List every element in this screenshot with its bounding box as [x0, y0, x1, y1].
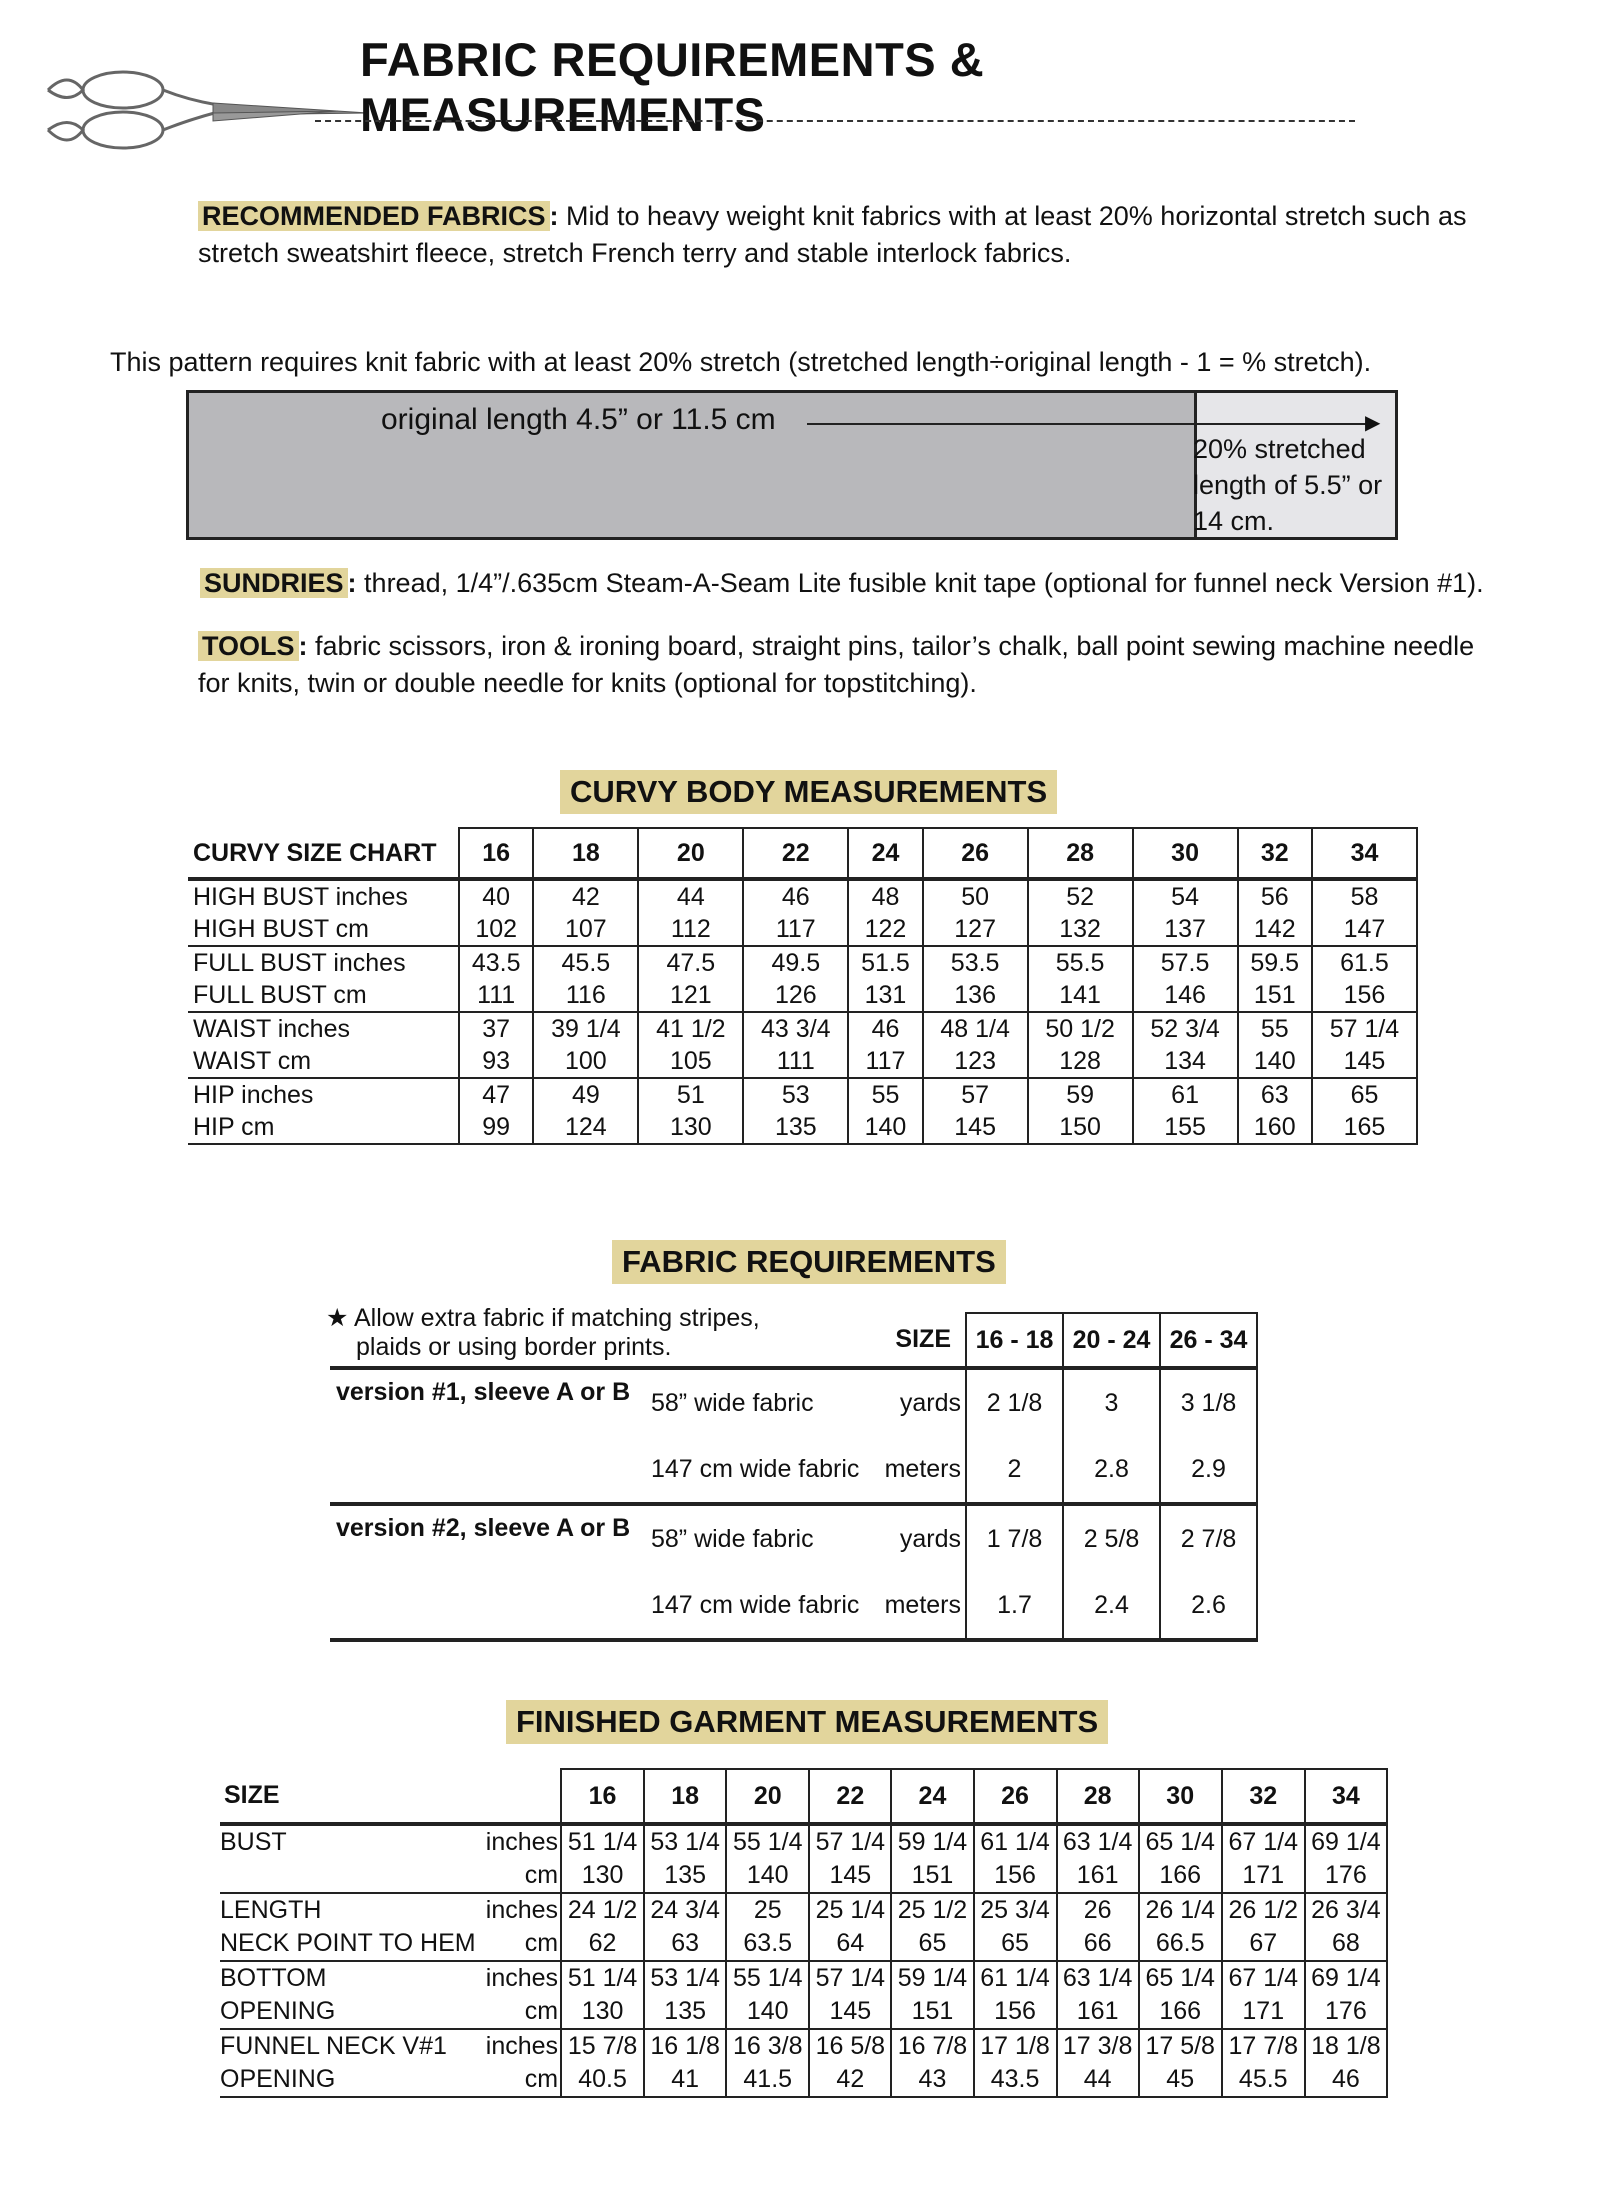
table-cell: 176 [1305, 1859, 1387, 1893]
row-label: HIGH BUST inches [193, 883, 408, 911]
table-cell: 134 [1133, 1045, 1238, 1078]
table-cell: 145 [923, 1111, 1028, 1144]
table-cell: 66.5 [1139, 1927, 1222, 1961]
fabric-width: 147 cm wide fabric [651, 1436, 876, 1504]
unit-label: inches [485, 1896, 559, 1924]
table-cell: 42 [809, 2063, 891, 2097]
finished-heading: FINISHED GARMENT MEASUREMENTS [506, 1700, 1108, 1744]
sundries-text: thread, 1/4”/.635cm Steam-A-Seam Lite fusible knit tape (optional for funnel neck Version #1). [364, 568, 1484, 598]
table-cell: 24 1/2 [561, 1893, 644, 1927]
table-cell: 25 1/2 [891, 1893, 973, 1927]
table-cell: 40.5 [561, 2063, 644, 2097]
gauge-arrow-line [807, 423, 1377, 425]
header-spacer [330, 1313, 876, 1368]
fabric-width: 147 cm wide fabric [651, 1572, 876, 1640]
unit-label: meters [876, 1572, 966, 1640]
table-cell: 37 [459, 1012, 533, 1045]
table-cell: 130 [638, 1111, 743, 1144]
table-row [188, 1078, 1417, 1111]
table-cell: 165 [1312, 1111, 1417, 1144]
scissors-icon [38, 55, 368, 160]
size-header: 16 [459, 828, 533, 879]
table-cell: 55 1/4 [726, 1824, 809, 1859]
table-cell: 140 [726, 1859, 809, 1893]
table-row [330, 1572, 1257, 1640]
table-cell: 61 1/4 [974, 1961, 1057, 1995]
table-cell: 137 [1133, 913, 1238, 946]
star-icon: ★ [326, 1304, 349, 1332]
finished-header-row [220, 1769, 1387, 1824]
table-cell: 3 [1063, 1368, 1160, 1436]
table-row [220, 1927, 1387, 1961]
table-row [188, 913, 1417, 946]
table-cell: 2.9 [1160, 1436, 1257, 1504]
arrow-right-icon: ▶ [1365, 412, 1381, 434]
unit-label: cm [476, 1927, 561, 1961]
table-cell: 67 [1222, 1927, 1305, 1961]
table-cell: 17 7/8 [1222, 2029, 1305, 2063]
table-cell: 15 7/8 [561, 2029, 644, 2063]
table-cell: 2 7/8 [1160, 1504, 1257, 1572]
table-cell: 146 [1133, 979, 1238, 1012]
table-cell: 171 [1222, 1995, 1305, 2029]
unit-label: inches [485, 2032, 559, 2060]
table-cell: 17 3/8 [1057, 2029, 1139, 2063]
table-cell: 151 [891, 1859, 973, 1893]
table-cell: 132 [1028, 913, 1133, 946]
table-cell: 145 [809, 1995, 891, 2029]
unit-label: inches [485, 1964, 559, 1992]
table-cell: 45 [1139, 2063, 1222, 2097]
table-cell: 52 3/4 [1133, 1012, 1238, 1045]
table-row [188, 1012, 1417, 1045]
table-cell: 40 [459, 879, 533, 913]
fabric-header-row [330, 1313, 1257, 1368]
table-cell: 61.5 [1312, 946, 1417, 979]
row-label: WAIST cm [188, 1045, 459, 1078]
table-cell: 25 3/4 [974, 1893, 1057, 1927]
table-cell: 93 [459, 1045, 533, 1078]
size-header: 28 [1057, 1769, 1139, 1824]
table-cell: 68 [1305, 1927, 1387, 1961]
table-cell: 57.5 [1133, 946, 1238, 979]
table-cell: 59 1/4 [891, 1824, 973, 1859]
measurement-name: NECK POINT TO HEM [220, 1927, 476, 1961]
size-header: 32 [1222, 1769, 1305, 1824]
tools-label: TOOLS [198, 631, 299, 661]
fabric-width: 58” wide fabric [651, 1524, 814, 1553]
table-cell: 155 [1133, 1111, 1238, 1144]
table-cell: 53 1/4 [644, 1824, 726, 1859]
measurement-name: LENGTH [220, 1896, 322, 1924]
table-cell: 51.5 [848, 946, 922, 979]
table-cell: 61 1/4 [974, 1824, 1057, 1859]
table-cell: 26 [1057, 1893, 1139, 1927]
table-row [220, 2063, 1387, 2097]
table-cell: 17 1/8 [974, 2029, 1057, 2063]
table-row [188, 1111, 1417, 1144]
table-cell: 47.5 [638, 946, 743, 979]
tools-text-1: fabric scissors, iron & ironing board, straight pins, tailor’s chalk, ball point sewing machine needle [315, 631, 1475, 661]
table-row [188, 979, 1417, 1012]
table-cell: 63 1/4 [1057, 1961, 1139, 1995]
unit-label: cm [476, 2063, 561, 2097]
table-cell: 117 [743, 913, 848, 946]
table-cell: 55 [848, 1078, 922, 1111]
table-cell: 2 1/8 [966, 1368, 1063, 1436]
table-cell: 65 [1312, 1078, 1417, 1111]
table-row [188, 879, 1417, 913]
table-cell: 140 [726, 1995, 809, 2029]
table-cell: 25 [726, 1893, 809, 1927]
table-cell: 121 [638, 979, 743, 1012]
table-cell: 151 [1238, 979, 1312, 1012]
table-cell: 135 [644, 1995, 726, 2029]
table-cell: 42 [533, 879, 638, 913]
size-header: 18 [644, 1769, 726, 1824]
unit-label: cm [476, 1859, 561, 1893]
curvy-corner-label: CURVY SIZE CHART [188, 828, 459, 879]
table-cell: 141 [1028, 979, 1133, 1012]
table-cell: 16 7/8 [891, 2029, 973, 2063]
table-cell: 111 [459, 979, 533, 1012]
size-header: 24 [848, 828, 922, 879]
size-header: 24 [891, 1769, 973, 1824]
table-cell: 16 3/8 [726, 2029, 809, 2063]
table-cell: 26 1/4 [1139, 1893, 1222, 1927]
table-cell: 18 1/8 [1305, 2029, 1387, 2063]
table-row [330, 1504, 1257, 1572]
size-header: 34 [1312, 828, 1417, 879]
version-label: version #1, sleeve A or B [336, 1378, 631, 1406]
size-range-header: 20 - 24 [1063, 1313, 1160, 1368]
table-row [220, 1824, 1387, 1859]
size-header: 30 [1133, 828, 1238, 879]
table-cell: 39 1/4 [533, 1012, 638, 1045]
table-cell: 161 [1057, 1859, 1139, 1893]
table-cell: 63 1/4 [1057, 1824, 1139, 1859]
stretch-gauge [186, 390, 1398, 540]
row-label: HIGH BUST cm [188, 913, 459, 946]
size-header: 26 [923, 828, 1028, 879]
gauge-original-label: original length 4.5” or 11.5 cm [381, 403, 776, 436]
table-cell: 53 [743, 1078, 848, 1111]
size-header: 16 [561, 1769, 644, 1824]
table-cell: 50 1/2 [1028, 1012, 1133, 1045]
table-cell: 24 3/4 [644, 1893, 726, 1927]
size-header: 34 [1305, 1769, 1387, 1824]
size-header: 30 [1139, 1769, 1222, 1824]
row-label: WAIST inches [193, 1015, 350, 1043]
table-cell: 1 7/8 [966, 1504, 1063, 1572]
table-cell: 124 [533, 1111, 638, 1144]
recommended-fabrics: RECOMMENDED FABRICS : Mid to heavy weight knit fabrics with at least 20% horizontal stretch such as stretch sweatshirt fleece, stretch French terry and stable interlock fabrics. [198, 201, 1467, 268]
table-row [220, 1961, 1387, 1995]
table-cell: 122 [848, 913, 922, 946]
version-label [330, 1436, 651, 1504]
table-cell: 145 [1312, 1045, 1417, 1078]
title-divider [315, 120, 1355, 122]
fabric-width: 58” wide fabric [651, 1388, 814, 1417]
stretch-note: This pattern requires knit fabric with at least 20% stretch (stretched length÷original length - 1 = % stretch). [110, 347, 1372, 377]
table-cell: 26 3/4 [1305, 1893, 1387, 1927]
recommended-text-1: Mid to heavy weight knit fabrics with at least 20% horizontal stretch such as [566, 201, 1467, 231]
recommended-text-2: stretch sweatshirt fleece, stretch French terry and stable interlock fabrics. [198, 238, 1072, 268]
size-header: 32 [1238, 828, 1312, 879]
table-cell: 145 [809, 1859, 891, 1893]
table-row [220, 1995, 1387, 2029]
row-label: FULL BUST cm [188, 979, 459, 1012]
table-cell: 49 [533, 1078, 638, 1111]
table-cell: 131 [848, 979, 922, 1012]
table-cell: 55 1/4 [726, 1961, 809, 1995]
table-cell: 2.6 [1160, 1572, 1257, 1640]
table-cell: 41 1/2 [638, 1012, 743, 1045]
table-cell: 128 [1028, 1045, 1133, 1078]
table-cell: 1.7 [966, 1572, 1063, 1640]
table-cell: 46 [1305, 2063, 1387, 2097]
finished-garment-table [220, 1768, 1388, 2098]
size-header: 20 [638, 828, 743, 879]
size-label: SIZE [220, 1769, 561, 1824]
size-header: 28 [1028, 828, 1133, 879]
table-cell: 16 1/8 [644, 2029, 726, 2063]
row-label: HIP cm [188, 1111, 459, 1144]
table-row [220, 1859, 1387, 1893]
measurement-name: FUNNEL NECK V#1 [220, 2032, 447, 2060]
table-cell: 156 [974, 1859, 1057, 1893]
table-cell: 102 [459, 913, 533, 946]
page-title: FABRIC REQUIREMENTS & MEASUREMENTS [360, 33, 985, 141]
table-cell: 147 [1312, 913, 1417, 946]
table-cell: 58 [1312, 879, 1417, 913]
table-cell: 99 [459, 1111, 533, 1144]
fabric-note: ★ Allow extra fabric if matching stripes, plaids or using border prints. [326, 1304, 760, 1361]
table-cell: 43.5 [459, 946, 533, 979]
measurement-name: OPENING [220, 1995, 476, 2029]
size-range-header: 16 - 18 [966, 1313, 1063, 1368]
fabric-requirements-table [330, 1312, 1258, 1642]
row-label: HIP inches [193, 1081, 314, 1109]
table-row [188, 946, 1417, 979]
table-cell: 41.5 [726, 2063, 809, 2097]
table-cell: 59.5 [1238, 946, 1312, 979]
table-cell: 142 [1238, 913, 1312, 946]
table-cell: 166 [1139, 1859, 1222, 1893]
table-cell: 41 [644, 2063, 726, 2097]
size-label: SIZE [876, 1313, 966, 1368]
table-cell: 161 [1057, 1995, 1139, 2029]
table-cell: 130 [561, 1859, 644, 1893]
table-cell: 45.5 [1222, 2063, 1305, 2097]
version-label [330, 1572, 651, 1640]
table-cell: 166 [1139, 1995, 1222, 2029]
table-cell: 47 [459, 1078, 533, 1111]
tools-text-2: for knits, twin or double needle for knits (optional for topstitching). [198, 668, 977, 698]
table-row [330, 1368, 1257, 1436]
table-cell: 123 [923, 1045, 1028, 1078]
table-cell: 16 5/8 [809, 2029, 891, 2063]
table-cell: 105 [638, 1045, 743, 1078]
curvy-header-row [188, 828, 1417, 879]
unit-label: inches [485, 1828, 559, 1856]
table-cell: 69 1/4 [1305, 1824, 1387, 1859]
table-cell: 57 1/4 [809, 1961, 891, 1995]
table-cell: 46 [743, 879, 848, 913]
recommended-label: RECOMMENDED FABRICS [198, 201, 550, 231]
table-cell: 50 [923, 879, 1028, 913]
table-cell: 48 1/4 [923, 1012, 1028, 1045]
table-cell: 156 [974, 1995, 1057, 2029]
table-cell: 100 [533, 1045, 638, 1078]
table-cell: 65 [974, 1927, 1057, 1961]
table-cell: 55.5 [1028, 946, 1133, 979]
table-cell: 116 [533, 979, 638, 1012]
table-cell: 65 1/4 [1139, 1961, 1222, 1995]
table-cell: 64 [809, 1927, 891, 1961]
table-cell: 111 [743, 1045, 848, 1078]
unit-label: cm [476, 1995, 561, 2029]
table-cell: 59 1/4 [891, 1961, 973, 1995]
table-cell: 2 5/8 [1063, 1504, 1160, 1572]
table-cell: 126 [743, 979, 848, 1012]
unit-label: yards [899, 1524, 961, 1553]
table-cell: 127 [923, 913, 1028, 946]
table-cell: 150 [1028, 1111, 1133, 1144]
table-cell: 17 5/8 [1139, 2029, 1222, 2063]
table-cell: 43 [891, 2063, 973, 2097]
table-cell: 63 [644, 1927, 726, 1961]
table-row [220, 2029, 1387, 2063]
table-cell: 63.5 [726, 1927, 809, 1961]
table-cell: 112 [638, 913, 743, 946]
table-cell: 3 1/8 [1160, 1368, 1257, 1436]
table-cell: 51 1/4 [561, 1824, 644, 1859]
table-cell: 136 [923, 979, 1028, 1012]
size-header: 26 [974, 1769, 1057, 1824]
table-cell: 65 [891, 1927, 973, 1961]
table-cell: 62 [561, 1927, 644, 1961]
gauge-stretched-label: 20% stretched length of 5.5” or 14 cm. [1193, 434, 1383, 536]
curvy-heading: CURVY BODY MEASUREMENTS [560, 770, 1057, 814]
table-cell: 156 [1312, 979, 1417, 1012]
table-row [188, 1045, 1417, 1078]
measurement-name: BUST [220, 1828, 287, 1856]
sundries-label: SUNDRIES [200, 568, 348, 598]
tools: TOOLS : fabric scissors, iron & ironing board, straight pins, tailor’s chalk, ball point sewing machine needle for knits, twin or double needle for knits (optional for topstitching). [198, 631, 1475, 698]
table-cell: 140 [1238, 1045, 1312, 1078]
size-header: 18 [533, 828, 638, 879]
table-cell: 107 [533, 913, 638, 946]
table-cell: 52 [1028, 879, 1133, 913]
size-header: 22 [809, 1769, 891, 1824]
table-cell: 59 [1028, 1078, 1133, 1111]
table-cell: 25 1/4 [809, 1893, 891, 1927]
table-cell: 53 1/4 [644, 1961, 726, 1995]
table-cell: 66 [1057, 1927, 1139, 1961]
fabric-heading: FABRIC REQUIREMENTS [612, 1240, 1006, 1284]
table-cell: 43 3/4 [743, 1012, 848, 1045]
unit-label: yards [899, 1388, 961, 1417]
table-cell: 135 [743, 1111, 848, 1144]
table-cell: 2.4 [1063, 1572, 1160, 1640]
table-cell: 56 [1238, 879, 1312, 913]
table-cell: 57 1/4 [809, 1824, 891, 1859]
table-cell: 46 [848, 1012, 922, 1045]
table-cell: 130 [561, 1995, 644, 2029]
table-cell: 49.5 [743, 946, 848, 979]
table-cell: 43.5 [974, 2063, 1057, 2097]
table-row [330, 1436, 1257, 1504]
size-range-header: 26 - 34 [1160, 1313, 1257, 1368]
unit-label: meters [876, 1436, 966, 1504]
table-cell: 44 [1057, 2063, 1139, 2097]
table-cell: 53.5 [923, 946, 1028, 979]
table-cell: 45.5 [533, 946, 638, 979]
table-cell: 57 [923, 1078, 1028, 1111]
measurement-name: OPENING [220, 2063, 476, 2097]
table-cell: 55 [1238, 1012, 1312, 1045]
table-cell: 67 1/4 [1222, 1824, 1305, 1859]
table-cell: 65 1/4 [1139, 1824, 1222, 1859]
table-cell: 171 [1222, 1859, 1305, 1893]
table-cell: 51 [638, 1078, 743, 1111]
table-cell: 151 [891, 1995, 973, 2029]
row-label: FULL BUST inches [193, 949, 406, 977]
table-cell: 176 [1305, 1995, 1387, 2029]
table-cell: 51 1/4 [561, 1961, 644, 1995]
table-cell: 48 [848, 879, 922, 913]
size-header: 22 [743, 828, 848, 879]
table-row [220, 1893, 1387, 1927]
table-cell: 67 1/4 [1222, 1961, 1305, 1995]
table-cell: 2 [966, 1436, 1063, 1504]
curvy-size-table [188, 827, 1418, 1145]
table-cell: 61 [1133, 1078, 1238, 1111]
table-cell: 135 [644, 1859, 726, 1893]
size-header: 20 [726, 1769, 809, 1824]
table-cell: 117 [848, 1045, 922, 1078]
table-cell: 63 [1238, 1078, 1312, 1111]
version-label: version #2, sleeve A or B [336, 1514, 631, 1542]
table-cell: 57 1/4 [1312, 1012, 1417, 1045]
measurement-name [220, 1859, 476, 1893]
table-cell: 160 [1238, 1111, 1312, 1144]
table-cell: 2.8 [1063, 1436, 1160, 1504]
table-cell: 26 1/2 [1222, 1893, 1305, 1927]
table-cell: 140 [848, 1111, 922, 1144]
table-cell: 69 1/4 [1305, 1961, 1387, 1995]
measurement-name: BOTTOM [220, 1964, 327, 1992]
sundries: SUNDRIES : thread, 1/4”/.635cm Steam-A-Seam Lite fusible knit tape (optional for funnel neck Version #1). [200, 565, 1600, 602]
table-cell: 44 [638, 879, 743, 913]
table-cell: 54 [1133, 879, 1238, 913]
